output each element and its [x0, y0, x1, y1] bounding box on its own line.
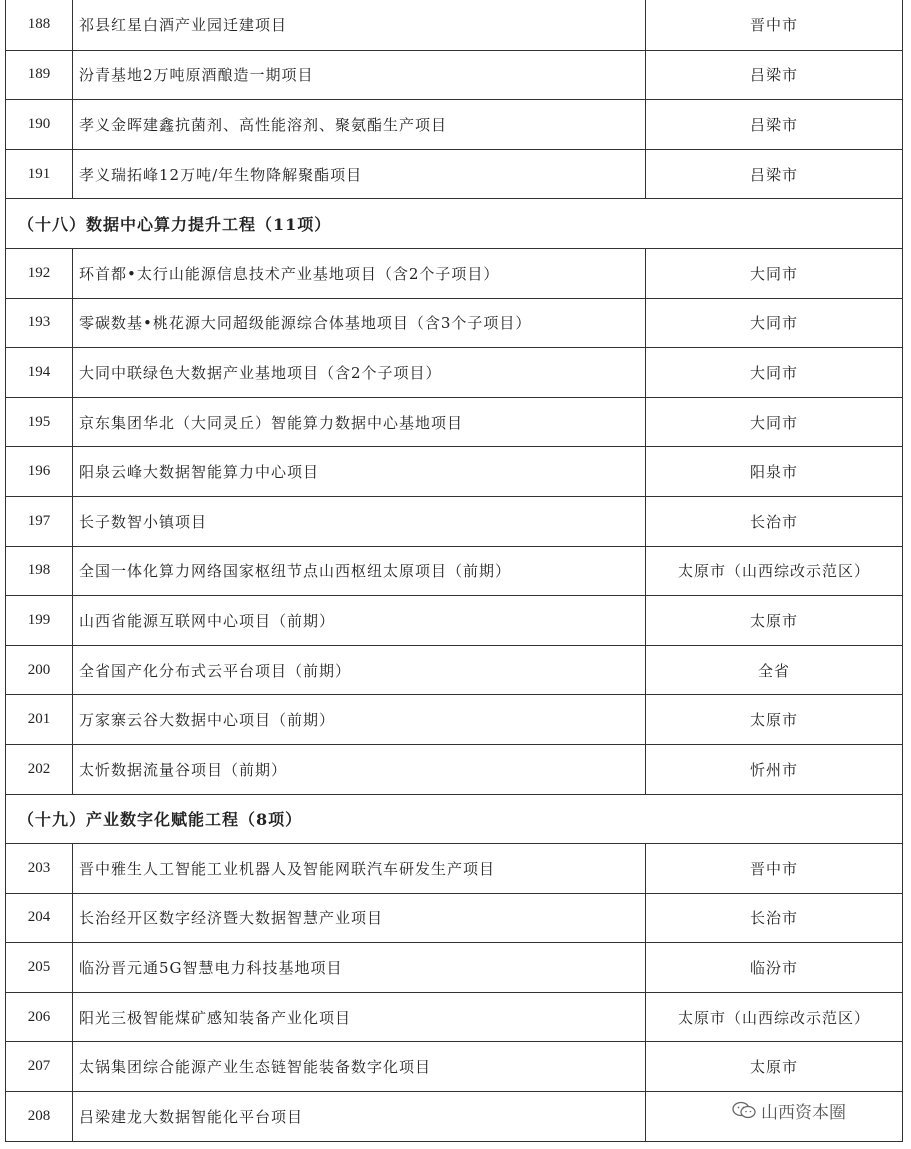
row-number: 206	[6, 993, 73, 1042]
table-row	[6, 843, 902, 893]
table-row	[6, 347, 902, 397]
row-number: 188	[6, 0, 73, 50]
project-name: 晋中雅生人工智能工业机器人及智能网联汽车研发生产项目	[73, 844, 646, 893]
project-name: 阳泉云峰大数据智能算力中心项目	[73, 447, 646, 496]
table-row	[6, 298, 902, 348]
section-header-row	[6, 198, 902, 248]
location: 全省	[757, 661, 790, 680]
project-name: 长治经开区数字经济暨大数据智慧产业项目	[73, 894, 646, 943]
location: 大同市	[749, 363, 798, 382]
location: 吕梁市	[749, 165, 798, 184]
project-name: 孝义瑞拓峰12万吨/年生物降解聚酯项目	[73, 150, 646, 199]
location: 太原市（山西综改示范区）	[677, 1008, 870, 1027]
project-name: 吕梁建龙大数据智能化平台项目	[73, 1092, 646, 1141]
table-row	[6, 992, 902, 1042]
section-title: （十八）数据中心算力提升工程（11项）	[18, 215, 332, 235]
row-number: 204	[6, 894, 73, 943]
project-name: 太锅集团综合能源产业生态链智能装备数字化项目	[73, 1042, 646, 1091]
project-name: 京东集团华北（大同灵丘）智能算力数据中心基地项目	[73, 398, 646, 447]
location: 晋中市	[749, 16, 798, 35]
row-number: 198	[6, 547, 73, 596]
table-row	[6, 50, 902, 100]
project-name: 全省国产化分布式云平台项目（前期）	[73, 646, 646, 695]
location: 忻州市	[749, 760, 798, 779]
location: 吕梁市	[749, 66, 798, 85]
row-number: 197	[6, 497, 73, 546]
location: 大同市	[749, 314, 798, 333]
location: 吕梁市	[749, 115, 798, 134]
project-name: 环首都•太行山能源信息技术产业基地项目（含2个子项目）	[73, 249, 646, 298]
row-number: 189	[6, 51, 73, 100]
location: 太原市	[749, 1058, 798, 1077]
project-name: 太忻数据流量谷项目（前期）	[73, 745, 646, 794]
row-number: 190	[6, 100, 73, 149]
project-name: 全国一体化算力网络国家枢纽节点山西枢纽太原项目（前期）	[73, 547, 646, 596]
watermark-text: 山西资本圈	[761, 1102, 846, 1123]
row-number: 202	[6, 745, 73, 794]
wechat-icon	[731, 1100, 757, 1120]
row-number: 201	[6, 695, 73, 744]
table-row	[6, 248, 902, 298]
row-number: 193	[6, 299, 73, 348]
row-number: 194	[6, 348, 73, 397]
table-row	[6, 893, 902, 943]
table-row	[6, 694, 902, 744]
location: 长治市	[749, 909, 798, 928]
project-name: 大同中联绿色大数据产业基地项目（含2个子项目）	[73, 348, 646, 397]
watermark	[727, 1097, 850, 1123]
section-title: （十九）产业数字化赋能工程（8项）	[18, 810, 303, 830]
location: 大同市	[749, 413, 798, 432]
location: 临汾市	[749, 959, 798, 978]
table-row	[6, 744, 902, 794]
table-row	[6, 942, 902, 992]
row-number: 203	[6, 844, 73, 893]
row-number: 199	[6, 596, 73, 645]
table-row	[6, 446, 902, 496]
table-row	[6, 595, 902, 645]
project-name: 祁县红星白酒产业园迁建项目	[73, 0, 646, 50]
row-number: 200	[6, 646, 73, 695]
row-number: 196	[6, 447, 73, 496]
location: 阳泉市	[749, 463, 798, 482]
project-name: 零碳数基•桃花源大同超级能源综合体基地项目（含3个子项目）	[73, 299, 646, 348]
row-number: 195	[6, 398, 73, 447]
row-number: 208	[6, 1092, 73, 1141]
table-row	[6, 645, 902, 695]
location: 晋中市	[749, 859, 798, 878]
row-number: 191	[6, 150, 73, 199]
project-name: 临汾晋元通5G智慧电力科技基地项目	[73, 943, 646, 992]
section-header-row	[6, 794, 902, 844]
table-row	[6, 99, 902, 149]
project-name: 万家寨云谷大数据中心项目（前期）	[73, 695, 646, 744]
table-row	[6, 546, 902, 596]
project-name: 长子数智小镇项目	[73, 497, 646, 546]
project-table	[5, 0, 903, 1142]
project-name: 阳光三极智能煤矿感知装备产业化项目	[73, 993, 646, 1042]
row-number: 207	[6, 1042, 73, 1091]
location: 大同市	[749, 264, 798, 283]
table-row	[6, 397, 902, 447]
location: 太原市	[749, 611, 798, 630]
table-row	[6, 149, 902, 199]
row-number: 205	[6, 943, 73, 992]
location: 太原市	[749, 711, 798, 730]
location: 长治市	[749, 512, 798, 531]
project-name: 孝义金晖建鑫抗菌剂、高性能溶剂、聚氨酯生产项目	[73, 100, 646, 149]
project-name: 山西省能源互联网中心项目（前期）	[73, 596, 646, 645]
table-row	[6, 1041, 902, 1091]
table-row	[6, 0, 902, 50]
location: 太原市（山西综改示范区）	[677, 562, 870, 581]
row-number: 192	[6, 249, 73, 298]
table-row	[6, 496, 902, 546]
project-name: 汾青基地2万吨原酒酿造一期项目	[73, 51, 646, 100]
